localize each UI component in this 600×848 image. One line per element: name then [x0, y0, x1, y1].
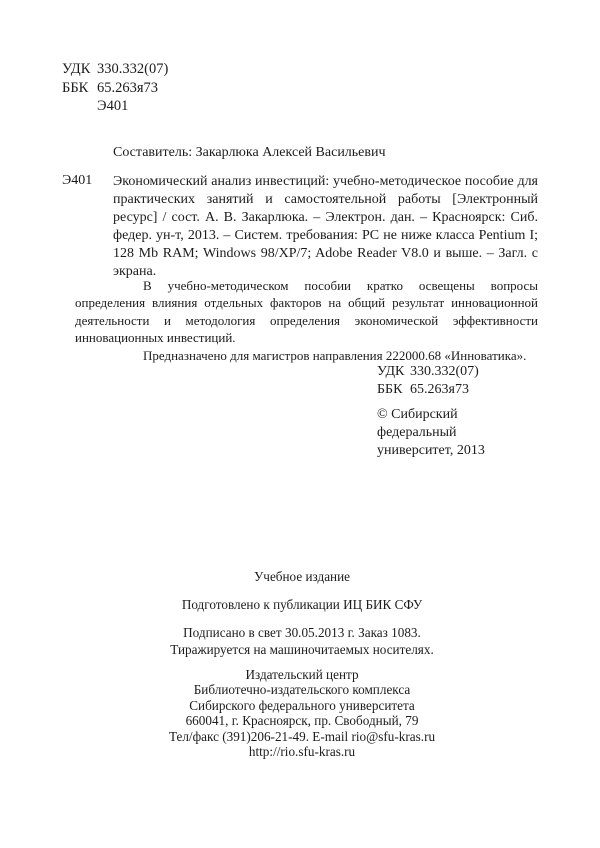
publisher-line: Издательский центр — [245, 667, 359, 682]
annotation-block — [75, 277, 538, 364]
publisher-line: Библиотечно-издательского комплекса — [193, 682, 411, 698]
print-info-block — [60, 624, 544, 658]
author-sign: Э401 — [97, 98, 129, 114]
colophon — [60, 568, 544, 759]
udk-row-right — [377, 363, 485, 381]
udk-row — [62, 60, 168, 79]
copyright-line: университет, 2013 — [377, 443, 485, 458]
publisher-line: Сибирского федерального университета — [189, 697, 415, 713]
copyright-line: © Сибирский — [377, 407, 458, 422]
udk-label-right: УДК — [377, 364, 405, 379]
udk-value-right: 330.332(07) — [410, 364, 479, 379]
bbk-value: 65.263я73 — [97, 79, 159, 96]
copyright-notice — [377, 406, 485, 460]
udk-label: УДК — [62, 61, 91, 77]
author-sign-row — [62, 97, 168, 116]
classification-codes-top — [62, 60, 168, 116]
publisher-block — [60, 667, 544, 759]
bbk-label: ББК — [62, 79, 89, 96]
bibliographic-description: Экономический анализ инвестиций: учебно-методическое пособие для практических занятий и самостоятельной работы [Электронный ресурс] / сост. А. В. Закарлюка. – Электрон. дан. – Красноярск: Сиб. федер. ун-т, 2013. – Систем. требования: PC не ниже класса Pentium I; 128 Mb RAM; Windows 98/XP/7; Adobe Reader V8.0 и выше. – Загл. с экрана. — [113, 174, 538, 279]
audience-paragraph: Предназначено для магистров направления 222000.68 «Инноватика». — [143, 347, 527, 363]
edition-type: Учебное издание — [253, 569, 351, 584]
signed-line: Подписано в свет 30.05.2013 г. Заказ 1083. — [183, 625, 421, 640]
copyright-line: федеральный — [377, 425, 457, 440]
bbk-label-right: ББК — [377, 382, 403, 397]
publisher-website-line: http://rio.sfu-kras.ru — [248, 744, 356, 760]
prepared-by-line: Подготовлено к публикации ИЦ БИК СФУ — [181, 597, 423, 612]
annotation-paragraph: В учебно-методическом пособии кратко освещены вопросы определения влияния отдельных факторов на общий результат инновационной деятельности и методология определения экономической эффективности инновационных инвестиций. — [75, 278, 538, 346]
bbk-row-right — [377, 381, 485, 399]
compiler-line: Составитель: Закарлюка Алексей Васильевич — [113, 145, 386, 160]
bbk-value-right: 65.263я73 — [410, 382, 469, 397]
distribution-line: Тиражируется на машиночитаемых носителях. — [170, 642, 434, 657]
udk-value: 330.332(07) — [97, 61, 169, 77]
publisher-contacts-line: Тел/факс (391)206-21-49. E-mail rio@sfu-kras.ru — [168, 728, 436, 744]
classification-codes-right — [377, 363, 485, 460]
publisher-address-line: 660041, г. Красноярск, пр. Свободный, 79 — [185, 713, 419, 729]
bbk-row — [62, 79, 168, 98]
code-label-spacer — [62, 97, 97, 116]
entry-author-sign: Э401 — [62, 173, 93, 188]
